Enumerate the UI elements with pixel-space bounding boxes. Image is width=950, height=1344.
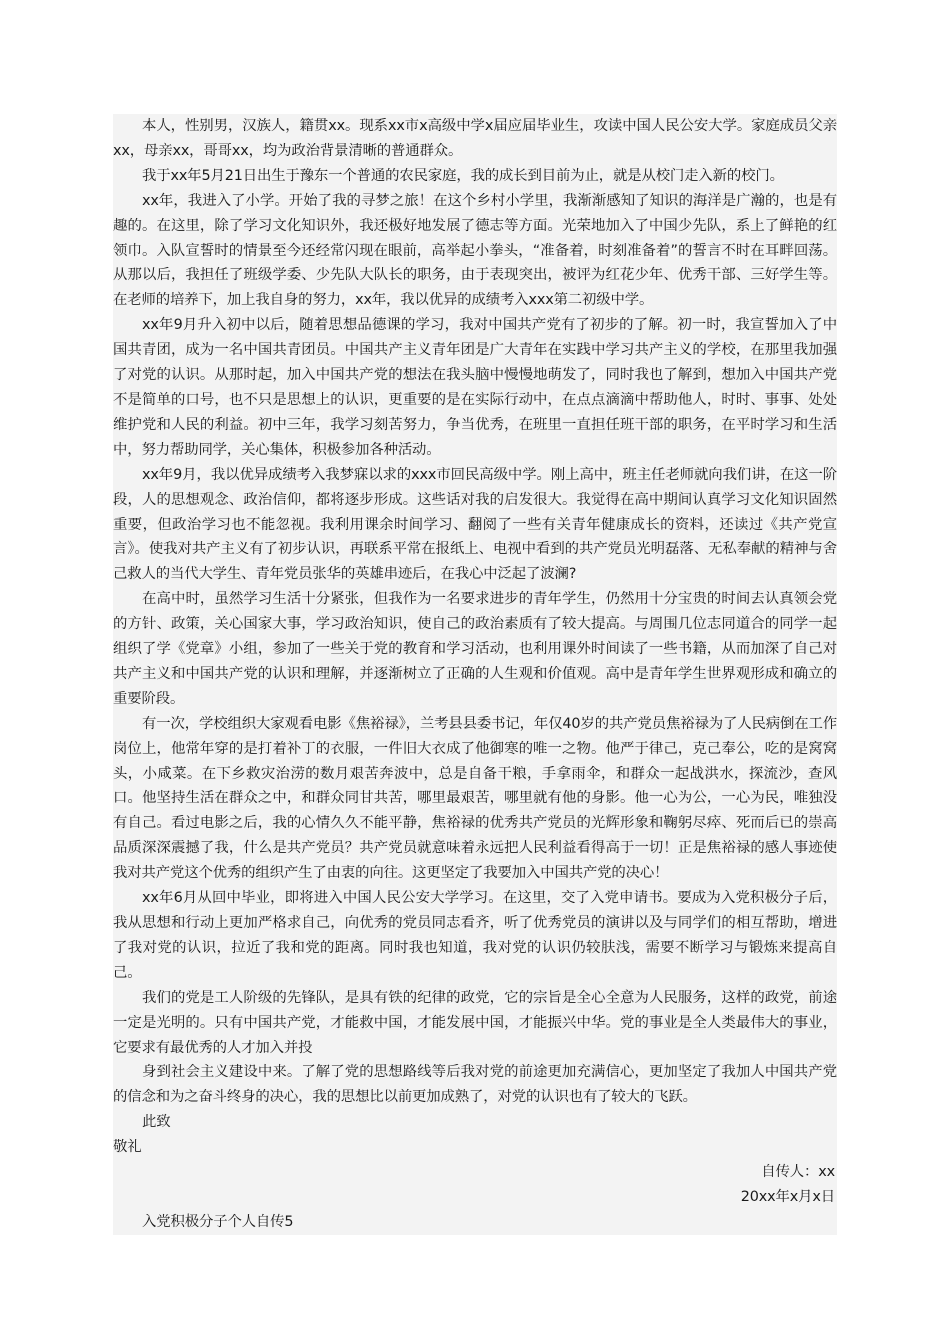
paragraph-intro: 本人，性别男，汉族人，籍贯xx。现系xx市x高级中学x届应届毕业生，攻读中国人民公安大学。家庭成员父亲xx，母亲xx，哥哥xx，均为政治背景清晰的普通群众。 xyxy=(113,118,837,159)
paragraph-high-school: xx年9月，我以优异成绩考入我梦寐以求的xxx市回民高级中学。刚上高中，班主任老师就向我们讲，在这一阶段，人的思想观念、政治信仰，都将逐步形成。这些话对我的启发很大。我觉得在高中期间认真学习文化知识固然重要，但政治学习也不能忽视。我利用课余时间学习、翻阅了一些有关青年健康成长的资料，还读过《共产党宣言》。使我对共产主义有了初步认识，再联系平常在报纸上、电视中看到的共产党员光明磊落、无私奉献的精神与舍己救人的当代大学生、青年党员张华的英雄串迹后，在我心中泛起了波澜? xyxy=(113,466,837,583)
paragraph-party: 我们的党是工人阶级的先锋队，是具有铁的纪律的政党，它的宗旨是全心全意为人民服务，这样的政党，前途一定是光明的。只有中国共产党，才能救中国，才能发展中国，才能振兴中华。党的事业是全人类最伟大的事业，它要求有最优秀的人才加入并投 xyxy=(113,989,837,1056)
document-body xyxy=(113,114,837,1235)
author-signature: 自传人：xx xyxy=(761,1164,835,1181)
paragraph-primary-school: xx年，我进入了小学。开始了我的寻梦之旅！在这个乡村小学里，我渐渐感知了知识的海洋是广瀚的，也是有趣的。在这里，除了学习文化知识外，我还极好地发展了德志等方面。光荣地加入了中国少先队，系上了鲜艳的红领巾。入队宣誓时的情景至今还经常闪现在眼前，高举起小拳头，“准备着，时刻准备着”的誓言不时在耳畔回荡。从那以后，我担任了班级学委、少先队大队长的职务，由于表现突出，被评为红花少年、优秀干部、三好学生等。在老师的培养下，加上我自身的努力，xx年，我以优异的成绩考入xxx第二初级中学。 xyxy=(113,192,837,309)
signature-date: 20xx年x月x日 xyxy=(740,1188,835,1205)
closing-salute: 此致 xyxy=(142,1114,171,1131)
paragraph-high-school-study: 在高中时，虽然学习生活十分紧张，但我作为一名要求进步的青年学生，仍然用十分宝贵的时间去认真领会党的方针、政策，关心国家大事，学习政治知识，使自己的政治素质有了较大提高。与周围几位志同道合的同学一起组织了学《党章》小组，参加了一些关于党的教育和学习活动，也利用课外时间读了一些书籍，从而加深了自己对共产主义和中国共产党的认识和理解，并逐渐树立了正确的人生观和价值观。高中是青年学生世界观形成和确立的重要阶段。 xyxy=(113,591,837,707)
paragraph-middle-school: xx年9月升入初中以后，随着思想品德课的学习，我对中国共产党有了初步的了解。初一时，我宣誓加入了中国共青团，成为一名中国共青团员。中国共产主义青年团是广大青年在实践中学习共产主义的学校，在那里我加强了对党的认识。从那时起，加入中国共产党的想法在我头脑中慢慢地萌发了，同时我也了解到，想加入中国共产党不是简单的口号，也不只是思想上的认识，更重要的是在实际行动中，在点点滴滴中帮助他人，时时、事事、处处维护党和人民的利益。初中三年，我学习刻苦努力，争当优秀，在班里一直担任班干部的职务，在平时学习和生活中，努力帮助同学，关心集体，积极参加各种活动。 xyxy=(113,317,837,458)
paragraph-university: xx年6月从回中毕业，即将进入中国人民公安大学学习。在这里，交了入党申请书。要成为入党积极分子后，我从思想和行动上更加严格求自己，向优秀的党员同志看齐，听了优秀党员的演讲以及与同学们的相互帮助，增进了我对党的认识，拉近了我和党的距离。同时我也知道，我对党的认识仍较肤浅，需要不断学习与锻炼来提高自己。 xyxy=(113,890,837,981)
paragraph-jiao-yulu: 有一次，学校组织大家观看电影《焦裕禄》，兰考县县委书记，年仅40岁的共产党员焦裕禄为了人民病倒在工作岗位上，他常年穿的是打着补丁的衣服，一件旧大衣成了他御寒的唯一之物。他严于律己，克己奉公，吃的是窝窝头，小咸菜。在下乡救灾治涝的数月艰苦奔波中，总是自备干粮，手拿雨伞，和群众一起战洪水，探流沙，查风口。他坚持生活在群众之中，和群众同甘共苦，哪里最艰苦，哪里就有他的身影。他一心为公，一心为民，唯独没有自己。看过电影之后，我的心情久久不能平静，焦裕禄的优秀共产党员的光辉形象和鞠躬尽瘁、死而后已的崇高品质深深震撼了我，什么是共产党员？共产党员就意味着永远把人民利益看得高于一切！正是焦裕禄的感人事迹使我对共产党这个优秀的组织产生了由衷的向往。这更坚定了我要加入中国共产党的决心！ xyxy=(113,715,837,882)
paragraph-conclusion: 身到社会主义建设中来。了解了党的思想路线等后我对党的前途更加充满信心，更加坚定了我加人中国共产党的信念和为之奋斗终身的决心，我的思想比以前更加成熟了，对党的认识也有了较大的飞跃。 xyxy=(113,1064,837,1106)
closing-regards: 敬礼 xyxy=(113,1139,142,1156)
next-section-title: 入党积极分子个人自传5 xyxy=(142,1213,294,1230)
paragraph-birth: 我于xx年5月21日出生于豫东一个普通的农民家庭，我的成长到目前为止，就是从校门走入新的校门。 xyxy=(142,167,784,184)
